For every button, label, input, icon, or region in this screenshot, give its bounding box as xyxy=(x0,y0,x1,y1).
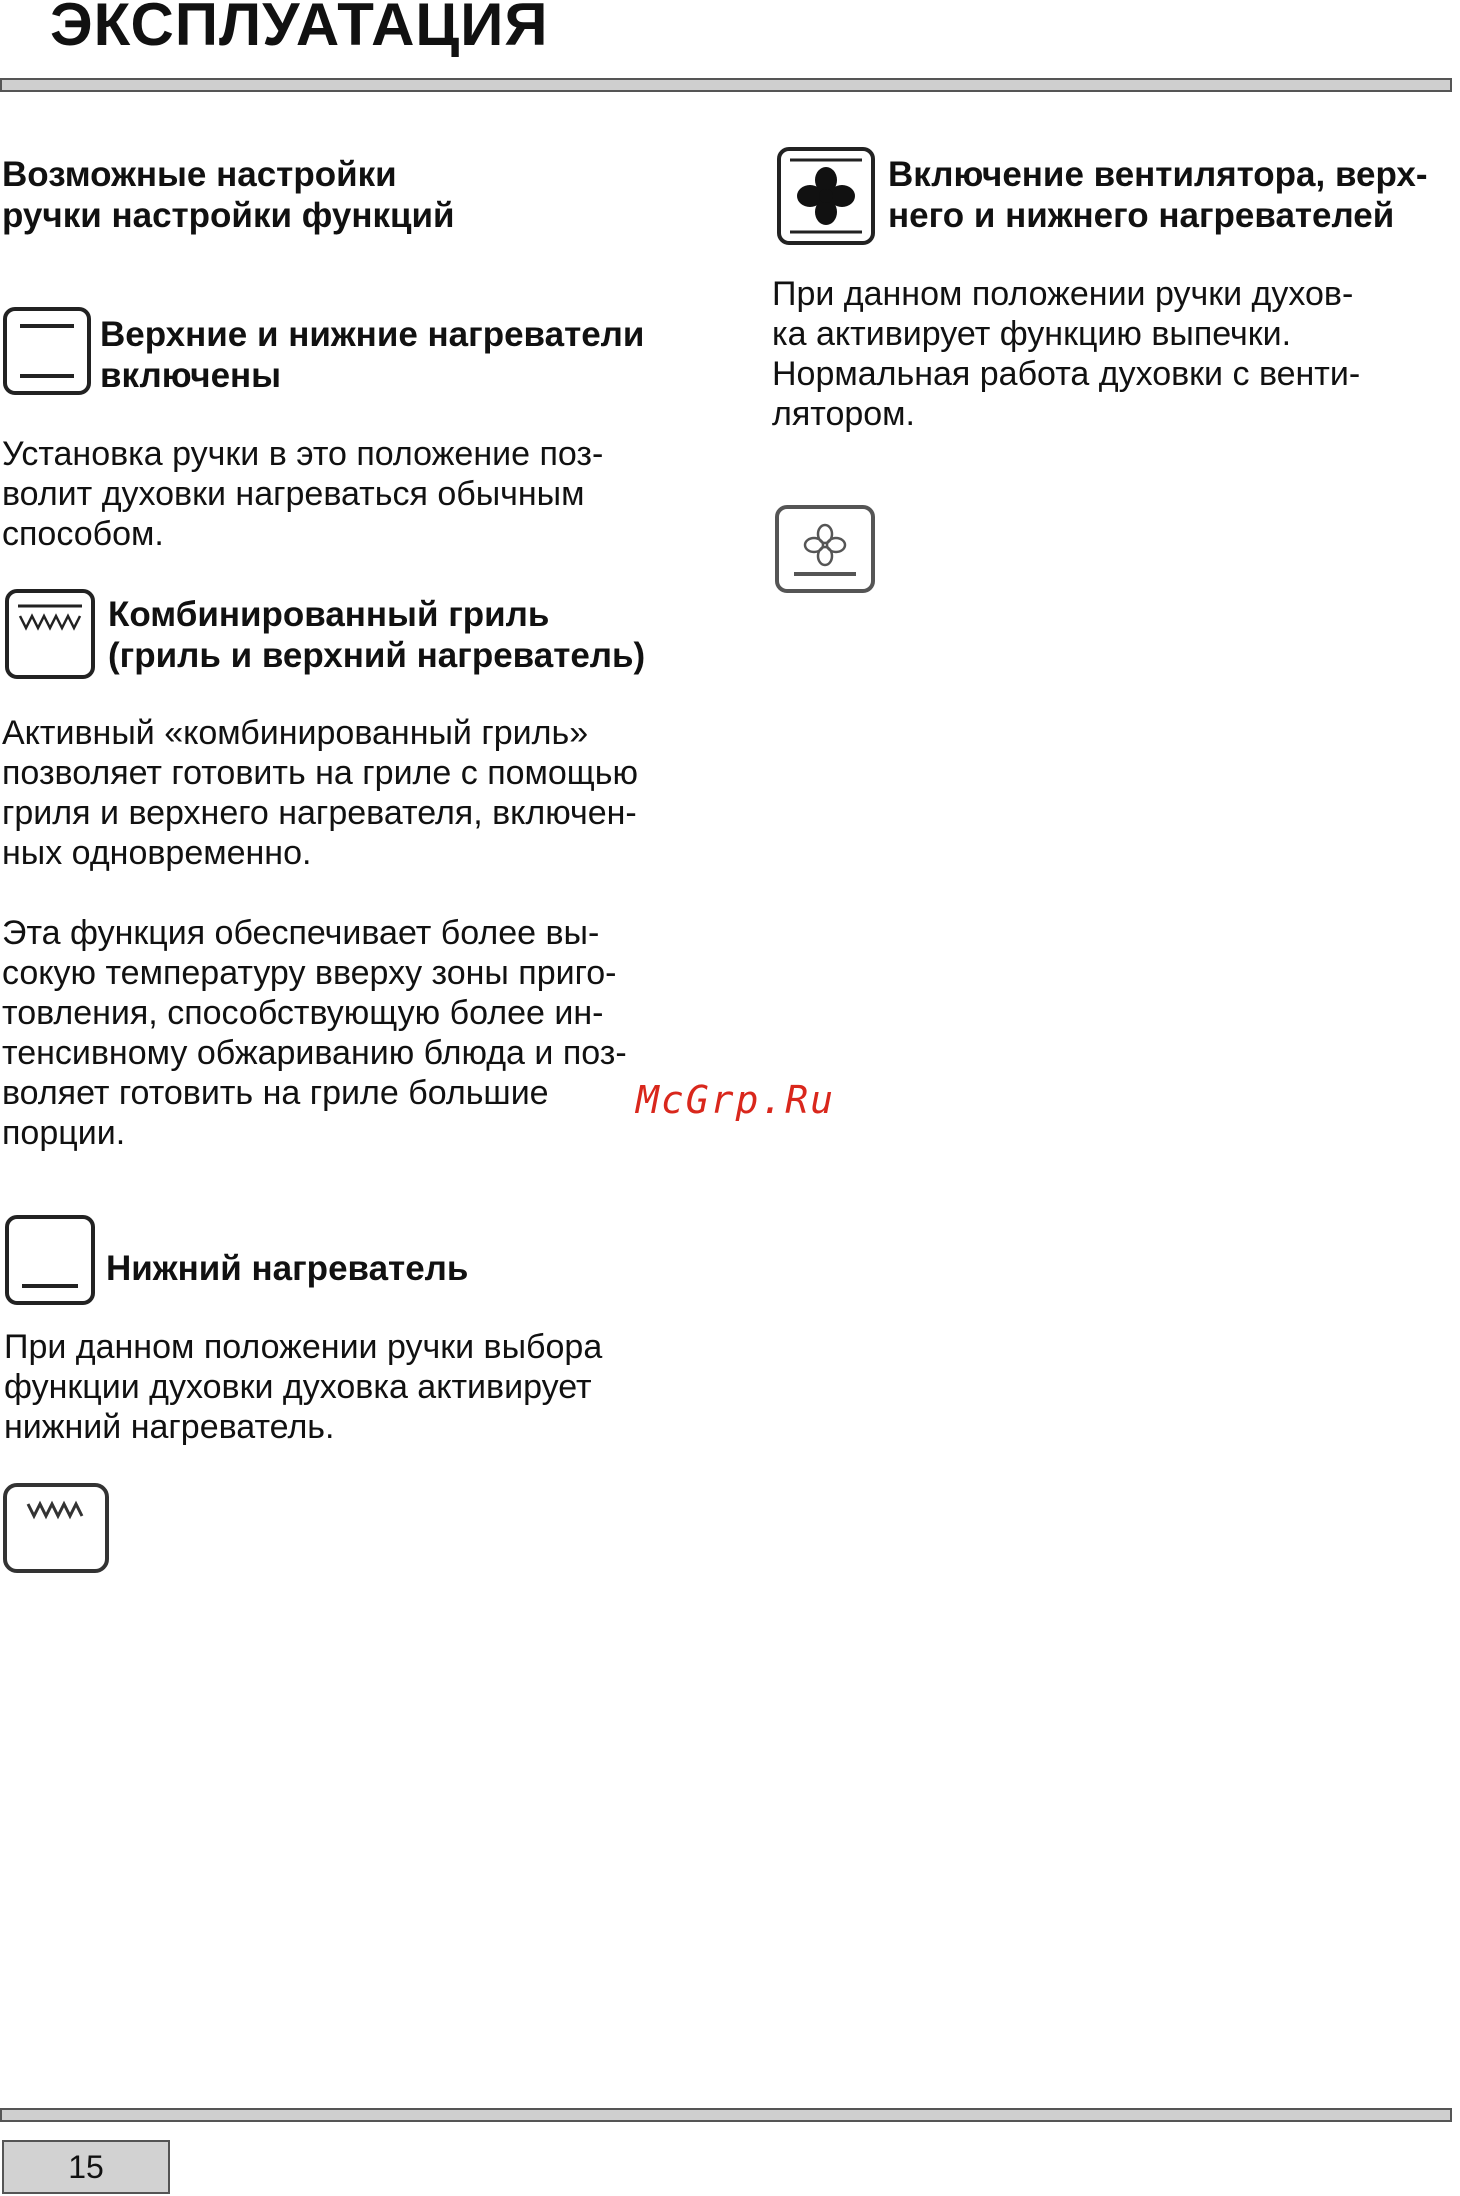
page-number: 15 xyxy=(2,2140,170,2194)
page-title: ЭКСПЛУАТАЦИЯ xyxy=(50,0,549,58)
paragraph-combined-grill-1: Активный «комбинированный гриль» позволяет готовить на гриле с помощью гриля и верхнего нагревателя, включен- ных одновременно. xyxy=(2,714,638,872)
intro-heading: Возможные настройки ручки настройки функций xyxy=(2,155,455,235)
bottom-heater-icon xyxy=(4,1214,96,1306)
top-bottom-heater-icon xyxy=(2,306,92,396)
fan-bottom-heater-icon xyxy=(774,504,876,594)
paragraph-top-bottom: Установка ручки в это положение поз- волит духовки нагреваться обычным способом. xyxy=(2,435,604,553)
header-rule xyxy=(0,78,1452,92)
watermark: McGrp.Ru xyxy=(636,1078,836,1122)
section-heading-fan: Включение вентилятора, верх- него и нижнего нагревателей xyxy=(888,155,1428,235)
section-heading-combined-grill: Комбинированный гриль (гриль и верхний нагреватель) xyxy=(108,595,646,675)
fan-top-bottom-heater-icon xyxy=(776,146,876,246)
paragraph-fan: При данном положении ручки духов- ка активирует функцию выпечки. Нормальная работа духовки с венти- лятором. xyxy=(772,275,1361,433)
paragraph-combined-grill-2: Эта функция обеспечивает более вы- сокую температуру вверху зоны приго- товления, способствующую более ин- тенсивному обжариванию блюда и поз- воляет готовить на гриле большие порции. xyxy=(2,914,627,1152)
grill-icon xyxy=(2,1482,110,1574)
section-heading-bottom-heater: Нижний нагреватель xyxy=(106,1249,469,1288)
section-heading-top-bottom: Верхние и нижние нагреватели включены xyxy=(100,315,645,395)
combined-grill-icon xyxy=(4,588,96,680)
paragraph-bottom-heater: При данном положении ручки выбора функции духовки духовка активирует нижний нагреватель. xyxy=(4,1328,603,1446)
footer-rule xyxy=(0,2108,1452,2122)
